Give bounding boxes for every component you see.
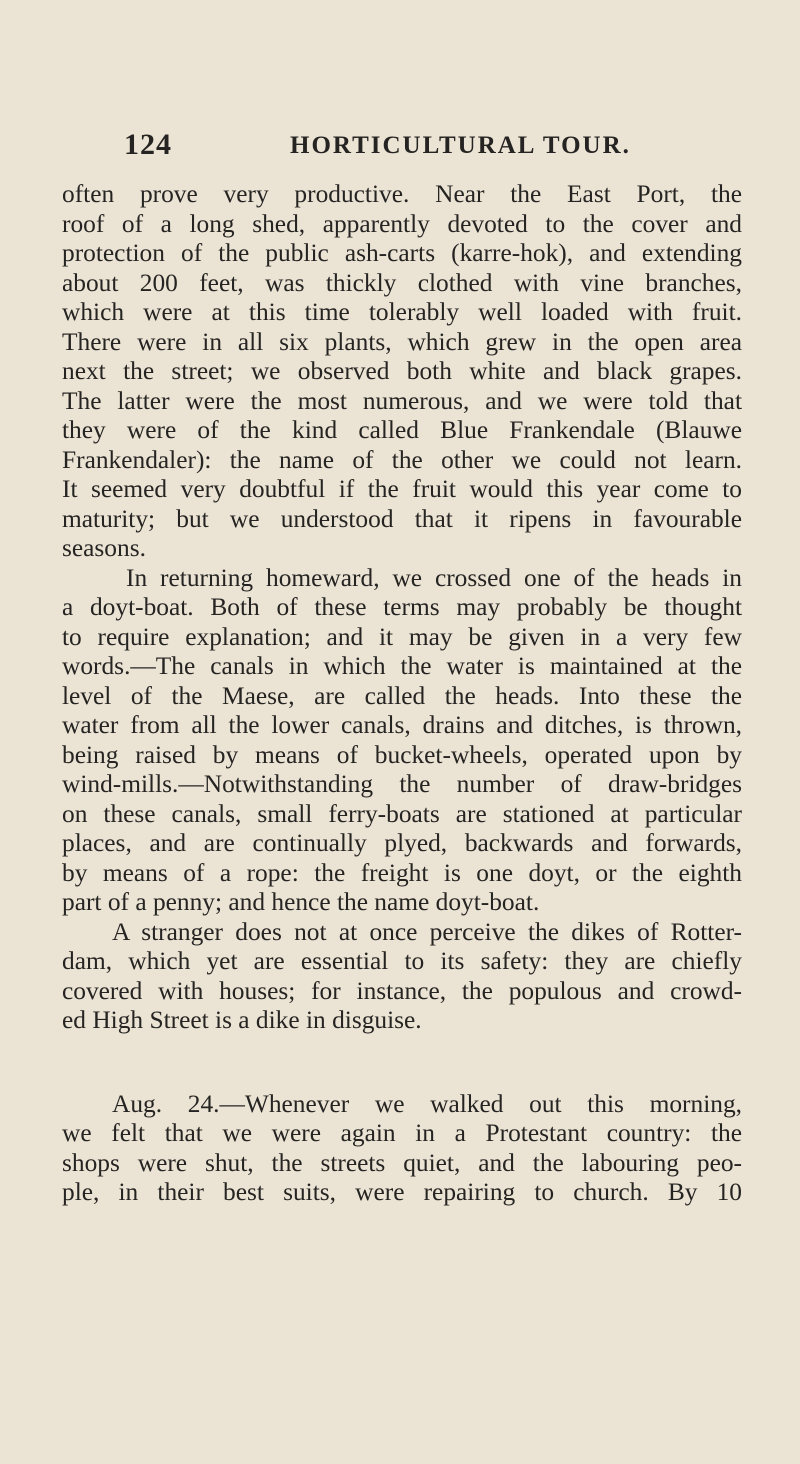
page-header: [124, 128, 644, 168]
text-line: part of a penny; and hence the name doyt-boat.: [62, 888, 540, 916]
text-line: protection of the public ash-carts (karre-hok), and extending: [62, 239, 742, 267]
text-line: which were at this time tolerably well loaded with fruit.: [62, 298, 742, 326]
paragraph-doyt-boat: [62, 564, 742, 918]
text-line: about 200 feet, was thickly clothed with vine branches,: [62, 268, 742, 297]
text-line: level of the Maese, are called the heads. Into these the: [62, 681, 742, 710]
text-line: The latter were the most numerous, and we were told that: [62, 386, 742, 415]
text-line: dam, which yet are essential to its safety: they are chiefly: [62, 947, 742, 975]
text-line: It seemed very doubtful if the fruit would this year come to: [62, 475, 742, 503]
text-line: by means of a rope: the freight is one doyt, or the eighth: [62, 858, 742, 887]
paragraph-grapes: [62, 180, 742, 564]
text-line: There were in all six plants, which grew in the open area: [62, 327, 742, 356]
text-line: wind-mills.—Notwithstanding the number of draw-bridges: [62, 770, 742, 798]
text-line: to require explanation; and it may be given in a very few: [62, 622, 742, 651]
text-line: seasons.: [62, 534, 146, 562]
text-line: places, and are continually plyed, backwards and forwards,: [62, 829, 742, 857]
text-line: ed High Street is a dike in disguise.: [62, 1006, 422, 1034]
text-line: words.—The canals in which the water is maintained at the: [62, 652, 742, 680]
text-line: on these canals, small ferry-boats are stationed at particular: [62, 799, 742, 828]
text-line: next the street; we observed both white and black grapes.: [62, 357, 742, 385]
text-line: water from all the lower canals, drains and ditches, is thrown,: [62, 711, 742, 739]
text-line: A stranger does not at once perceive the dikes of Rotter-: [112, 917, 742, 946]
text-line: often prove very productive. Near the East Port, the: [62, 180, 742, 208]
text-line: a doyt-boat. Both of these terms may probably be thought: [62, 593, 742, 621]
section-gap: [62, 1036, 742, 1090]
text-line: roof of a long shed, apparently devoted to the cover and: [62, 209, 742, 238]
running-head: HORTICULTURAL TOUR.: [290, 132, 631, 159]
text-line: Aug. 24.—Whenever we walked out this morning,: [112, 1089, 742, 1118]
text-line: they were of the kind called Blue Frankendale (Blauwe: [62, 416, 742, 444]
page-number: 124: [124, 128, 172, 161]
text-line: we felt that we were again in a Protestant country: the: [62, 1119, 742, 1147]
text-line: In returning homeward, we crossed one of the heads in: [126, 563, 742, 592]
text-line: maturity; but we understood that it ripens in favourable: [62, 504, 742, 533]
text-line: being raised by means of bucket-wheels, operated upon by: [62, 740, 742, 769]
text-line: ple, in their best suits, were repairing to church. By 10: [62, 1178, 742, 1206]
text-line: covered with houses; for instance, the populous and crowd-: [62, 976, 742, 1005]
body-text: [62, 180, 742, 1208]
paragraph-dikes: [62, 918, 742, 1036]
text-line: shops were shut, the streets quiet, and the labouring peo-: [62, 1148, 742, 1177]
paragraph-aug-24: [62, 1090, 742, 1208]
text-line: Frankendaler): the name of the other we could not learn.: [62, 445, 742, 474]
